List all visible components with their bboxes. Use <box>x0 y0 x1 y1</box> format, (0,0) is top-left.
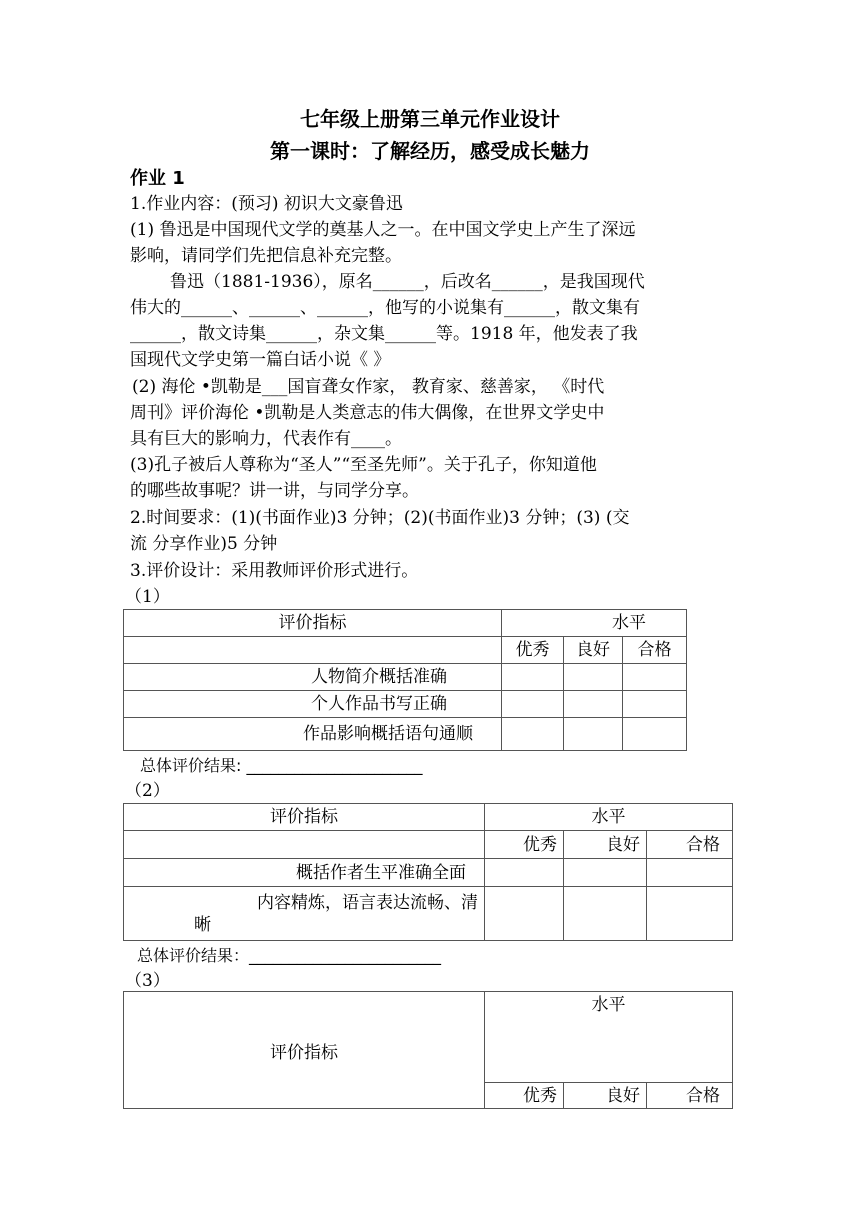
content-line: 具有巨大的影响力，代表作有____。 <box>130 429 402 449</box>
level-excellent: 优秀 <box>502 637 564 664</box>
criterion-row: 概括作者生平准确全面 <box>124 859 485 887</box>
table3-label: （3） <box>125 971 170 991</box>
level-pass: 合格 <box>647 1083 733 1109</box>
level-good: 良好 <box>564 831 647 859</box>
table2-result: 总体评价结果：________________________ <box>137 946 442 965</box>
content-line: 3.评价设计：采用教师评价形式进行。 <box>130 561 419 581</box>
criterion-row: 作品影响概括语句通顺 <box>124 718 502 751</box>
content-line: 周刊》评价海伦 •凯勒是人类意志的伟大偶像，在世界文学史中 <box>130 403 605 423</box>
content-line: 鲁迅（1881-1936），原名______，后改名______，是我国现代 <box>170 272 645 292</box>
level-excellent: 优秀 <box>485 831 564 859</box>
header-level: 水平 <box>485 992 733 1083</box>
content-line: 的哪些故事呢？讲一讲，与同学分享。 <box>130 481 419 501</box>
level-good: 良好 <box>564 637 623 664</box>
content-line: 2.时间要求：(1)(书面作业)3 分钟；(2)(书面作业)3 分钟；(3) (交 <box>130 508 630 528</box>
content-line: 1.作业内容：(预习) 初识大文豪鲁迅 <box>130 194 403 214</box>
table2-label: （2） <box>125 781 170 801</box>
assignment-heading: 作业 1 <box>130 168 185 189</box>
table1-result: 总体评价结果: ______________________ <box>140 756 423 775</box>
evaluation-table-1 <box>123 609 687 751</box>
document-title: 七年级上册第三单元作业设计 <box>300 107 560 131</box>
level-pass: 合格 <box>647 831 733 859</box>
content-line: (3)孔子被后人尊称为“圣人”“至圣先师”。关于孔子，你知道他 <box>130 455 597 475</box>
level-excellent: 优秀 <box>485 1083 564 1109</box>
content-line: 伟大的______、______、______，他写的小说集有______，散文集有 <box>130 298 640 318</box>
header-indicator: 评价指标 <box>124 610 502 637</box>
evaluation-table-3 <box>123 991 733 1109</box>
content-line: (1) 鲁迅是中国现代文学的奠基人之一。在中国文学史上产生了深远 <box>130 220 636 240</box>
level-pass: 合格 <box>623 637 687 664</box>
header-level: 水平 <box>502 610 687 637</box>
content-line: (2) 海伦 •凯勒是___国盲聋女作家， 教育家、慈善家， 《时代 <box>132 377 605 397</box>
content-line: 流 分享作业)5 分钟 <box>130 534 278 554</box>
criterion-row: 个人作品书写正确 <box>124 691 502 718</box>
evaluation-table-2 <box>123 803 733 941</box>
content-line: 国现代文学史第一篇白话小说《 》 <box>130 350 391 370</box>
criterion-line: 内容精炼，语言表达流畅、清 <box>257 892 478 913</box>
header-level: 水平 <box>485 804 733 831</box>
header-indicator: 评价指标 <box>124 804 485 831</box>
document-subtitle: 第一课时：了解经历，感受成长魅力 <box>270 139 590 163</box>
criterion-row <box>124 887 485 941</box>
criterion-line: 晰 <box>194 914 211 935</box>
table1-label: （1） <box>125 587 170 607</box>
content-line: ______，散文诗集______，杂文集______等。1918 年，他发表了我 <box>130 324 638 344</box>
criterion-row: 人物简介概括准确 <box>124 664 502 691</box>
level-good: 良好 <box>564 1083 647 1109</box>
header-indicator: 评价指标 <box>124 992 485 1109</box>
content-line: 影响，请同学们先把信息补充完整。 <box>130 246 402 266</box>
